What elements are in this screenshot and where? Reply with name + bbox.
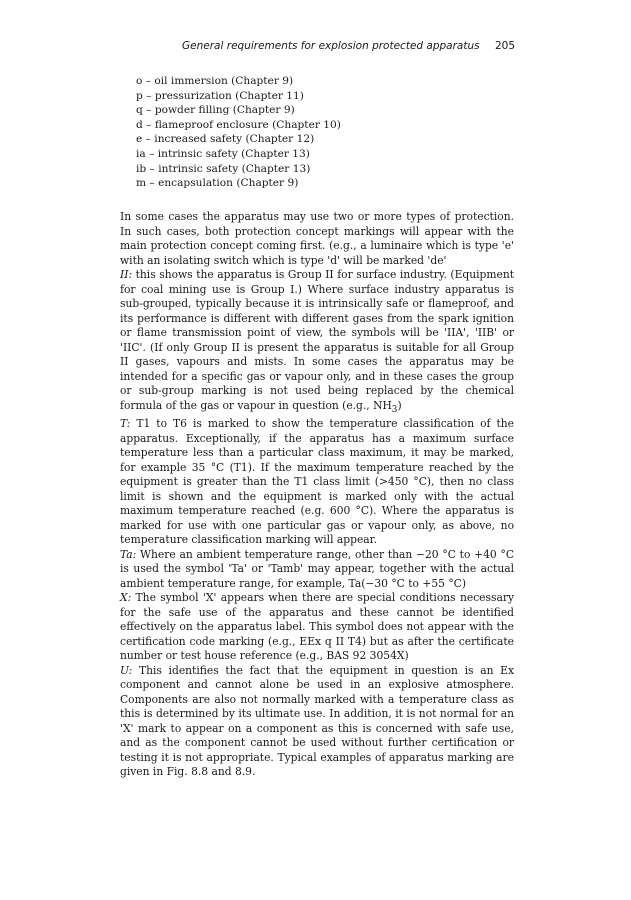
- paragraph-multiple-protection: In some cases the apparatus may use two or more types of protection. In such cases, both protection concept markings will appear with the main protection concept coming first. (e.g., a luminaire which is type 'e' with an isolating switch which is type 'd' will be marked 'de': [120, 210, 514, 267]
- paragraph-lead: T:: [120, 417, 131, 431]
- paragraph-ambient-temperature: Ta: Where an ambient temperature range, other than −20 °C to +40 °C is used the symbol 'Ta' or 'Tamb' may appear, together with the actual ambient temperature range, for example, Ta(−30 °C to +55 °C): [120, 547, 514, 590]
- list-item: m – encapsulation (Chapter 9): [136, 177, 299, 190]
- paragraph-lead: II:: [120, 268, 133, 281]
- list-item: e – increased safety (Chapter 12): [136, 133, 315, 146]
- body-text: [120, 210, 514, 780]
- paragraph-lead: Ta:: [120, 547, 137, 561]
- header-title: General requirements for explosion protected apparatus: [182, 40, 480, 52]
- list-item: o – oil immersion (Chapter 9): [136, 75, 294, 87]
- protection-type-list: [136, 74, 341, 191]
- list-item: d – flameproof enclosure (Chapter 10): [136, 118, 341, 131]
- list-item: ib – intrinsic safety (Chapter 13): [136, 162, 311, 175]
- paragraph-group-ii: II: this shows the apparatus is Group II for surface industry. (Equipment for coal mining use is Group I.) Where surface industry apparatus is sub-grouped, typically because it is intrinsically safe or flameproof, and its performance is different with different gases from the spark ignition or flame transmission point of view, the symbols will be 'IIA', 'IIB' or 'IIC'. (If only Group II is present the apparatus is suitable for all Group II gases, vapours and mists. In some cases the apparatus may be intended for a specific gas or vapour only, and in these cases the group or sub-group marking is not used being replaced by the chemical formula of the gas or vapour in question (e.g., $NH_3$): [120, 268, 514, 415]
- paragraph-lead: U:: [120, 663, 133, 677]
- running-header: [120, 40, 515, 52]
- paragraph-x-symbol: X: The symbol 'X' appears when there are special conditions necessary for the safe use of the apparatus and these cannot be identified effectively on the apparatus label. This symbol does not appear with the certification code marking (e.g., EEx q II T4) but as after the certificate number or test house reference (e.g., BAS 92 3054X): [120, 591, 514, 663]
- subscript: 3: [391, 404, 398, 415]
- list-item: q – powder filling (Chapter 9): [136, 104, 295, 117]
- paragraph-lead: X:: [120, 591, 132, 605]
- list-item: ia – intrinsic safety (Chapter 13): [136, 147, 310, 160]
- list-item: p – pressurization (Chapter 11): [136, 89, 304, 102]
- page-number: 205: [494, 40, 515, 52]
- paragraph-u-symbol: U: This identifies the fact that the equipment in question is an Ex component and cannot alone be used in an explosive atmosphere. Components are also not normally marked with a temperature class as this is determined by its ultimate use. In addition, it is not normal for an 'X' mark to appear on a component as this is concerned with safe use, and as the component cannot be used without further certification or testing it is not appropriate. Typical examples of apparatus marking are given in Fig. 8.8 and 8.9.: [120, 663, 514, 779]
- paragraph-temperature-class: T: T1 to T6 is marked to show the temperature classification of the apparatus. Exceptionally, if the apparatus has a maximum surface temperature less than a particular class maximum, it may be marked, for example 35 °C (T1). If the maximum temperature reached by the equipment is greater than the T1 class limit (>450 °C), then no class limit is shown and the equipment is marked only with the actual maximum temperature reached (e.g. 600 °C). Where the apparatus is marked for use with one particular gas or vapour only, as above, no temperature classification marking will appear.: [120, 417, 514, 547]
